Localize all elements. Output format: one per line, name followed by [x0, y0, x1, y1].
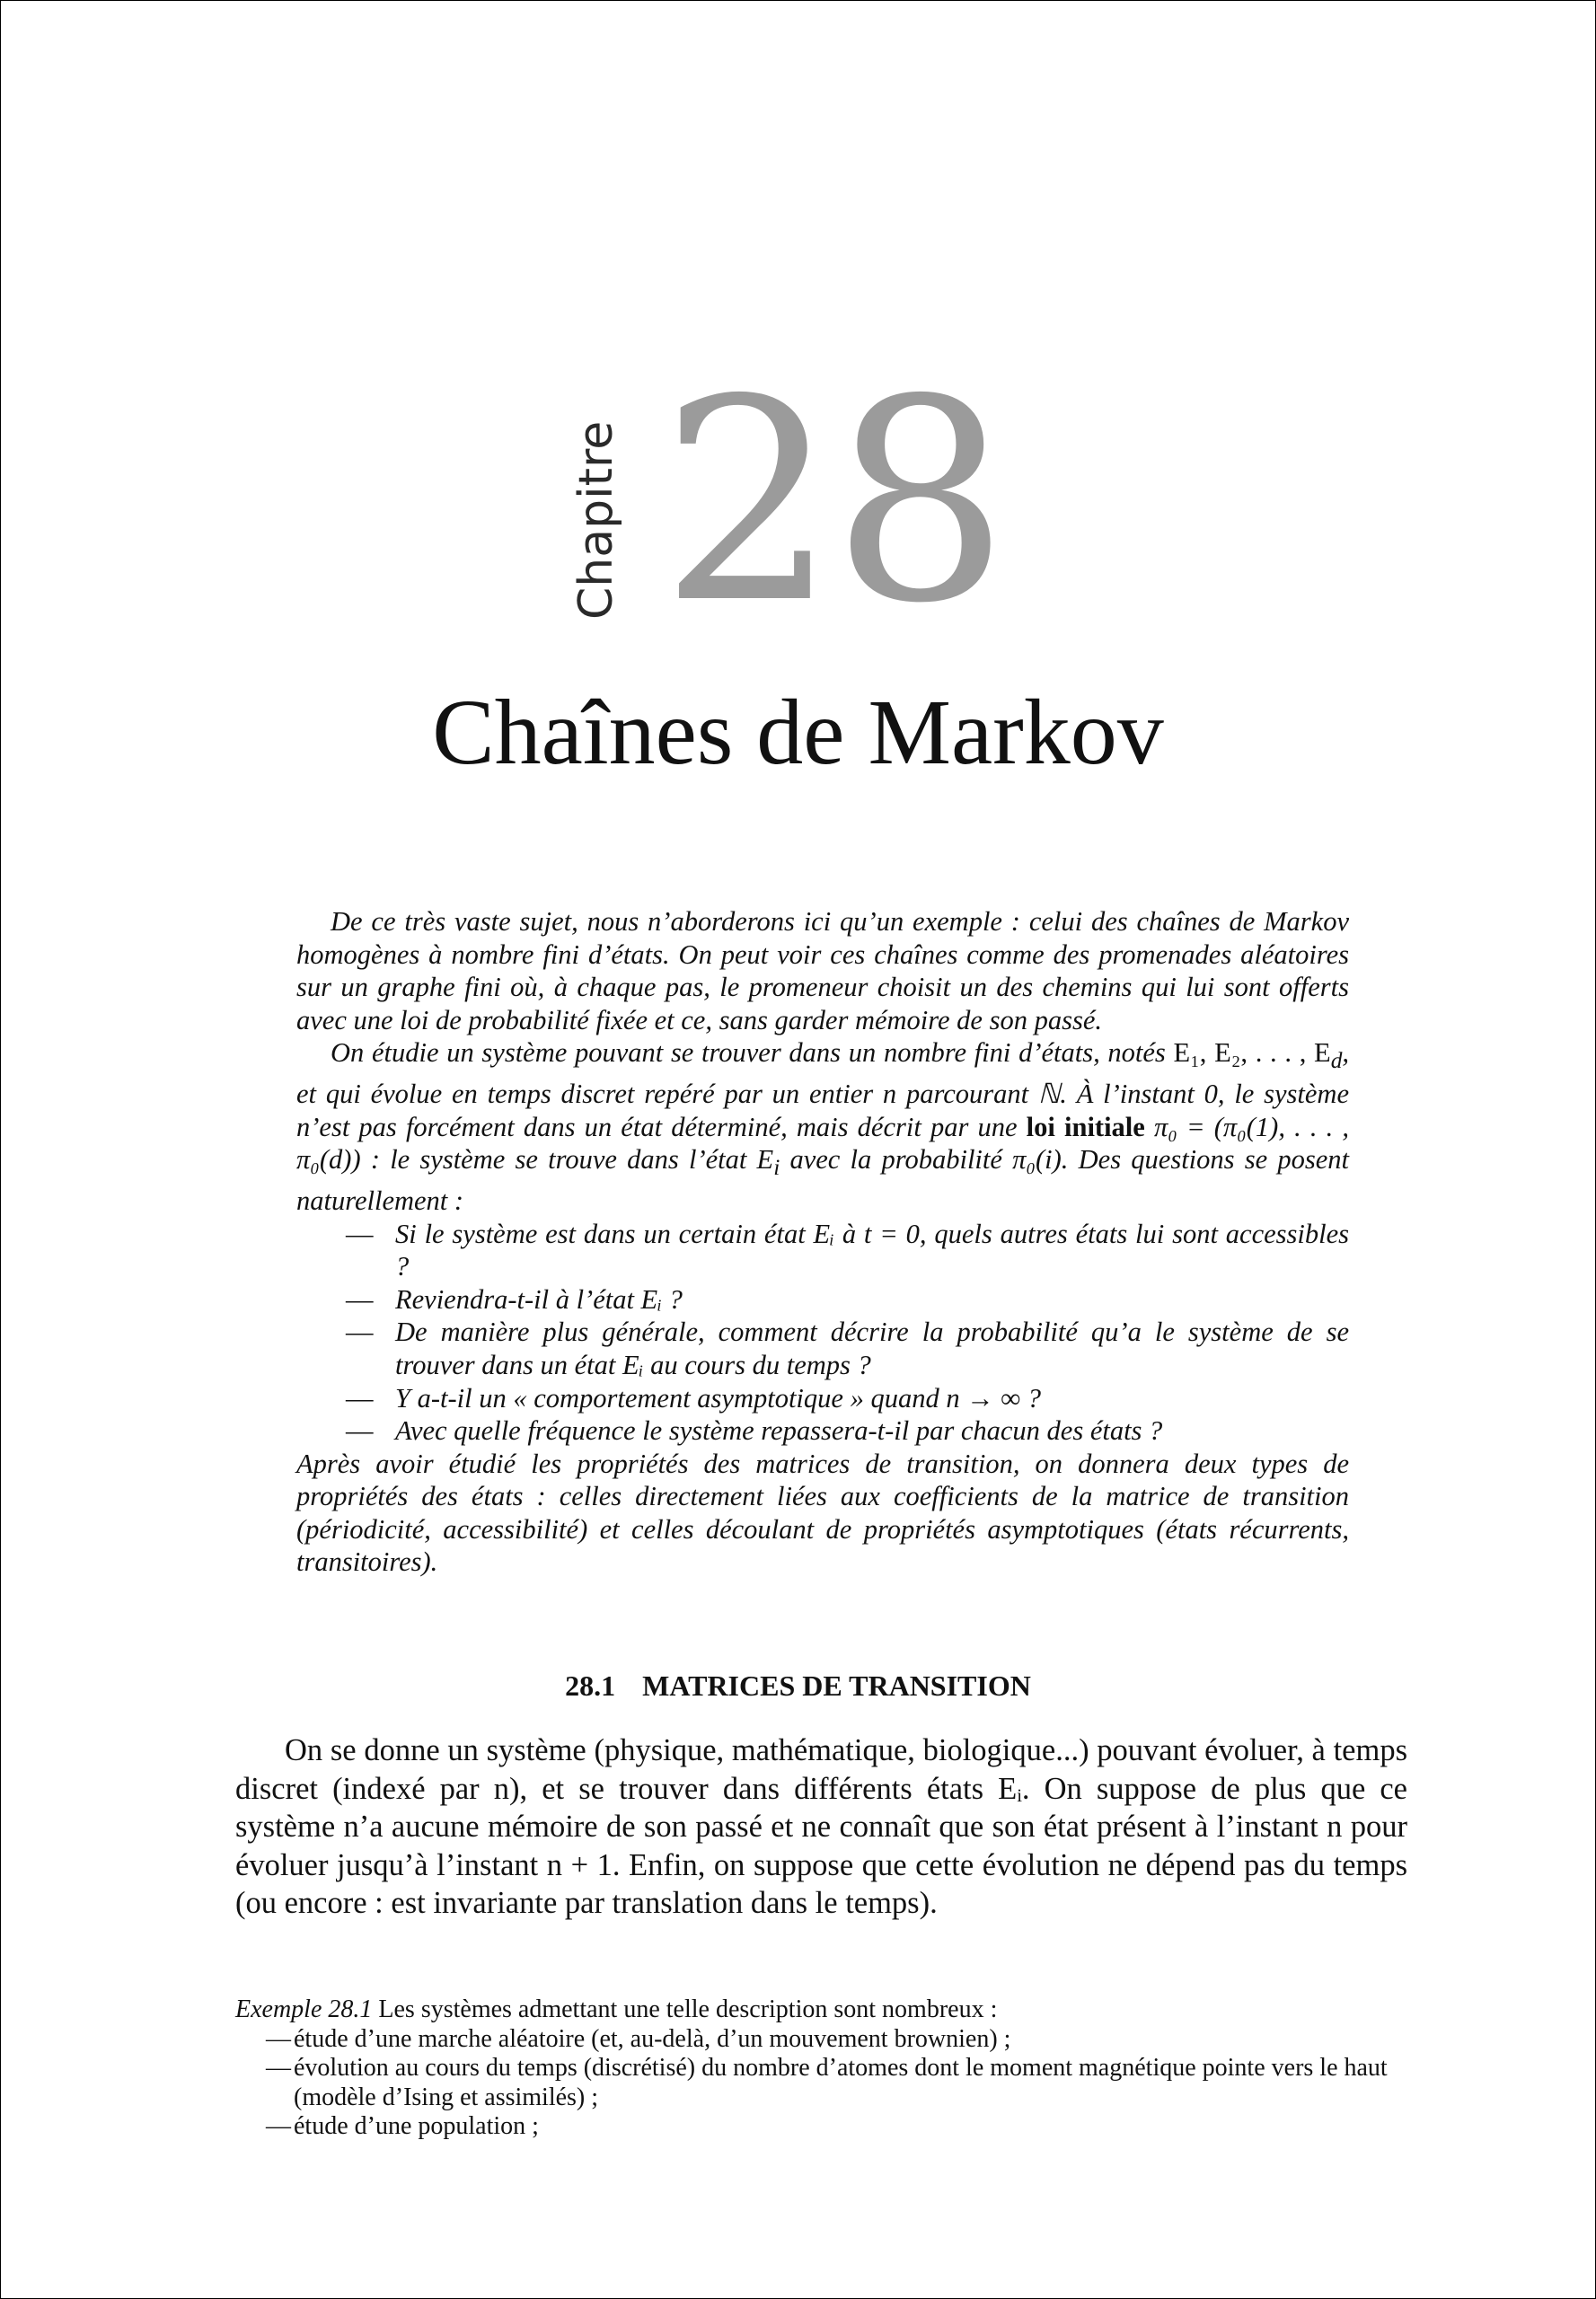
abstract-question-text: Y a-t-il un « comportement asymptotique » quand n → ∞ ? — [395, 1382, 1041, 1414]
list-dash: — — [266, 2112, 291, 2140]
abstract-question — [296, 1218, 1349, 1283]
example-item-text: évolution au cours du temps (discrétisé) du nombre d’atomes dont le moment magnétique pointe vers le haut (modèle d’Ising et assimilés) ; — [294, 2054, 1388, 2111]
abstract-question-text: Si le système est dans un certain état Eᵢ à t = 0, quels autres états lui sont accessibles ? — [395, 1218, 1349, 1282]
abstract-states-index: d — [1330, 1048, 1343, 1074]
abstract-bold-term: loi initiale — [1026, 1111, 1145, 1142]
abstract-question — [296, 1414, 1349, 1448]
example-item — [235, 2112, 1407, 2142]
chapter-abstract — [296, 905, 1349, 1579]
abstract-p2-end: avec la probabilité π₀(i). Des questions se posent naturellement : — [296, 1144, 1349, 1216]
list-dash: — — [346, 1317, 374, 1348]
section-number: 28.1 — [565, 1669, 616, 1702]
chapter-title: Chaînes de Markov — [432, 681, 1164, 784]
list-dash: — — [346, 1283, 374, 1315]
abstract-paragraph-3: Après avoir étudié les propriétés des matrices de transition, on donnera deux types de propriétés des états : celles directement liées aux coefficients de la matrice de transition (périodicité, accessibilité) et celles découlant de propriétés asymptotiques (états récurrents, transitoires). — [296, 1448, 1349, 1578]
abstract-question — [296, 1382, 1349, 1415]
abstract-question — [296, 1316, 1349, 1381]
list-dash: — — [346, 1382, 374, 1414]
abstract-p2-intro: On étudie un système pouvant se trouver dans un nombre fini d’états, notés — [331, 1037, 1166, 1069]
example-block — [235, 1995, 1407, 2142]
abstract-paragraph-1: De ce très vaste sujet, nous n’aborderons ici qu’un exemple : celui des chaînes de Markov homogènes à nombre fini d’états. On peut voir ces chaînes comme des promenades aléatoires sur un graphe fini où, à chaque pas, le promeneur choisit un des chemins qui lui sont offerts avec une loi de probabilité fixée et ce, sans garder mémoire de son passé. — [296, 906, 1349, 1035]
abstract-states-list: E₁, E₂, . . . , E — [1173, 1037, 1331, 1069]
abstract-question-text: Reviendra-t-il à l’état Eᵢ ? — [395, 1283, 683, 1315]
abstract-question-text: De manière plus générale, comment décrire la probabilité qu’a le système de se trouver dans un état Eᵢ au cours du temps ? — [395, 1317, 1349, 1380]
section-heading — [0, 1668, 1596, 1704]
example-item — [235, 2054, 1407, 2112]
example-label: Exemple 28.1 — [235, 1995, 373, 2023]
example-item-text: étude d’une population ; — [294, 2112, 539, 2140]
abstract-pi-formula: π₀ = (π₀(1), . . . , π₀(d)) — [296, 1111, 1350, 1176]
section-title: MATRICES DE TRANSITION — [642, 1669, 1031, 1702]
chapter-label: Chapitre — [569, 420, 623, 620]
body-paragraph: On se donne un système (physique, mathématique, biologique...) pouvant évoluer, à temps discret (indexé par n), et se trouver dans différents états Eᵢ. On suppose de plus que ce système n’a aucune mémoire de son passé et ne connaît que son état présent à l’instant n pour évoluer jusqu’à l’instant n + 1. Enfin, on suppose que cette évolution ne dépend pas du temps (ou encore : est invariante par translation dans le temps). — [235, 1733, 1407, 1921]
list-dash: — — [346, 1218, 374, 1249]
abstract-p2-middle: , et qui évolue en temps discret repéré par un entier n parcourant ℕ. À l’instant 0, le système n’est pas forcément dans un état déterminé, mais décrit par une — [296, 1037, 1350, 1142]
abstract-paragraph-2 — [296, 1036, 1349, 1217]
example-item — [235, 2025, 1407, 2055]
list-dash: — — [266, 2024, 291, 2053]
list-dash: — — [346, 1415, 374, 1447]
example-item-text: étude d’une marche aléatoire (et, au-delà, d’un mouvement brownien) ; — [294, 2024, 1011, 2053]
abstract-question — [296, 1283, 1349, 1317]
abstract-question-text: Avec quelle fréquence le système repassera-t-il par chacun des états ? — [395, 1415, 1163, 1447]
example-intro-line — [235, 1995, 1407, 2025]
example-intro: Les systèmes admettant une telle description sont nombreux : — [378, 1995, 998, 2023]
abstract-state-index: i — [773, 1155, 780, 1181]
chapter-number: 28 — [660, 340, 1004, 665]
list-dash: — — [266, 2054, 291, 2082]
abstract-p2-cont: : le système se trouve dans l’état E — [370, 1144, 774, 1176]
body-text — [235, 1731, 1407, 1923]
